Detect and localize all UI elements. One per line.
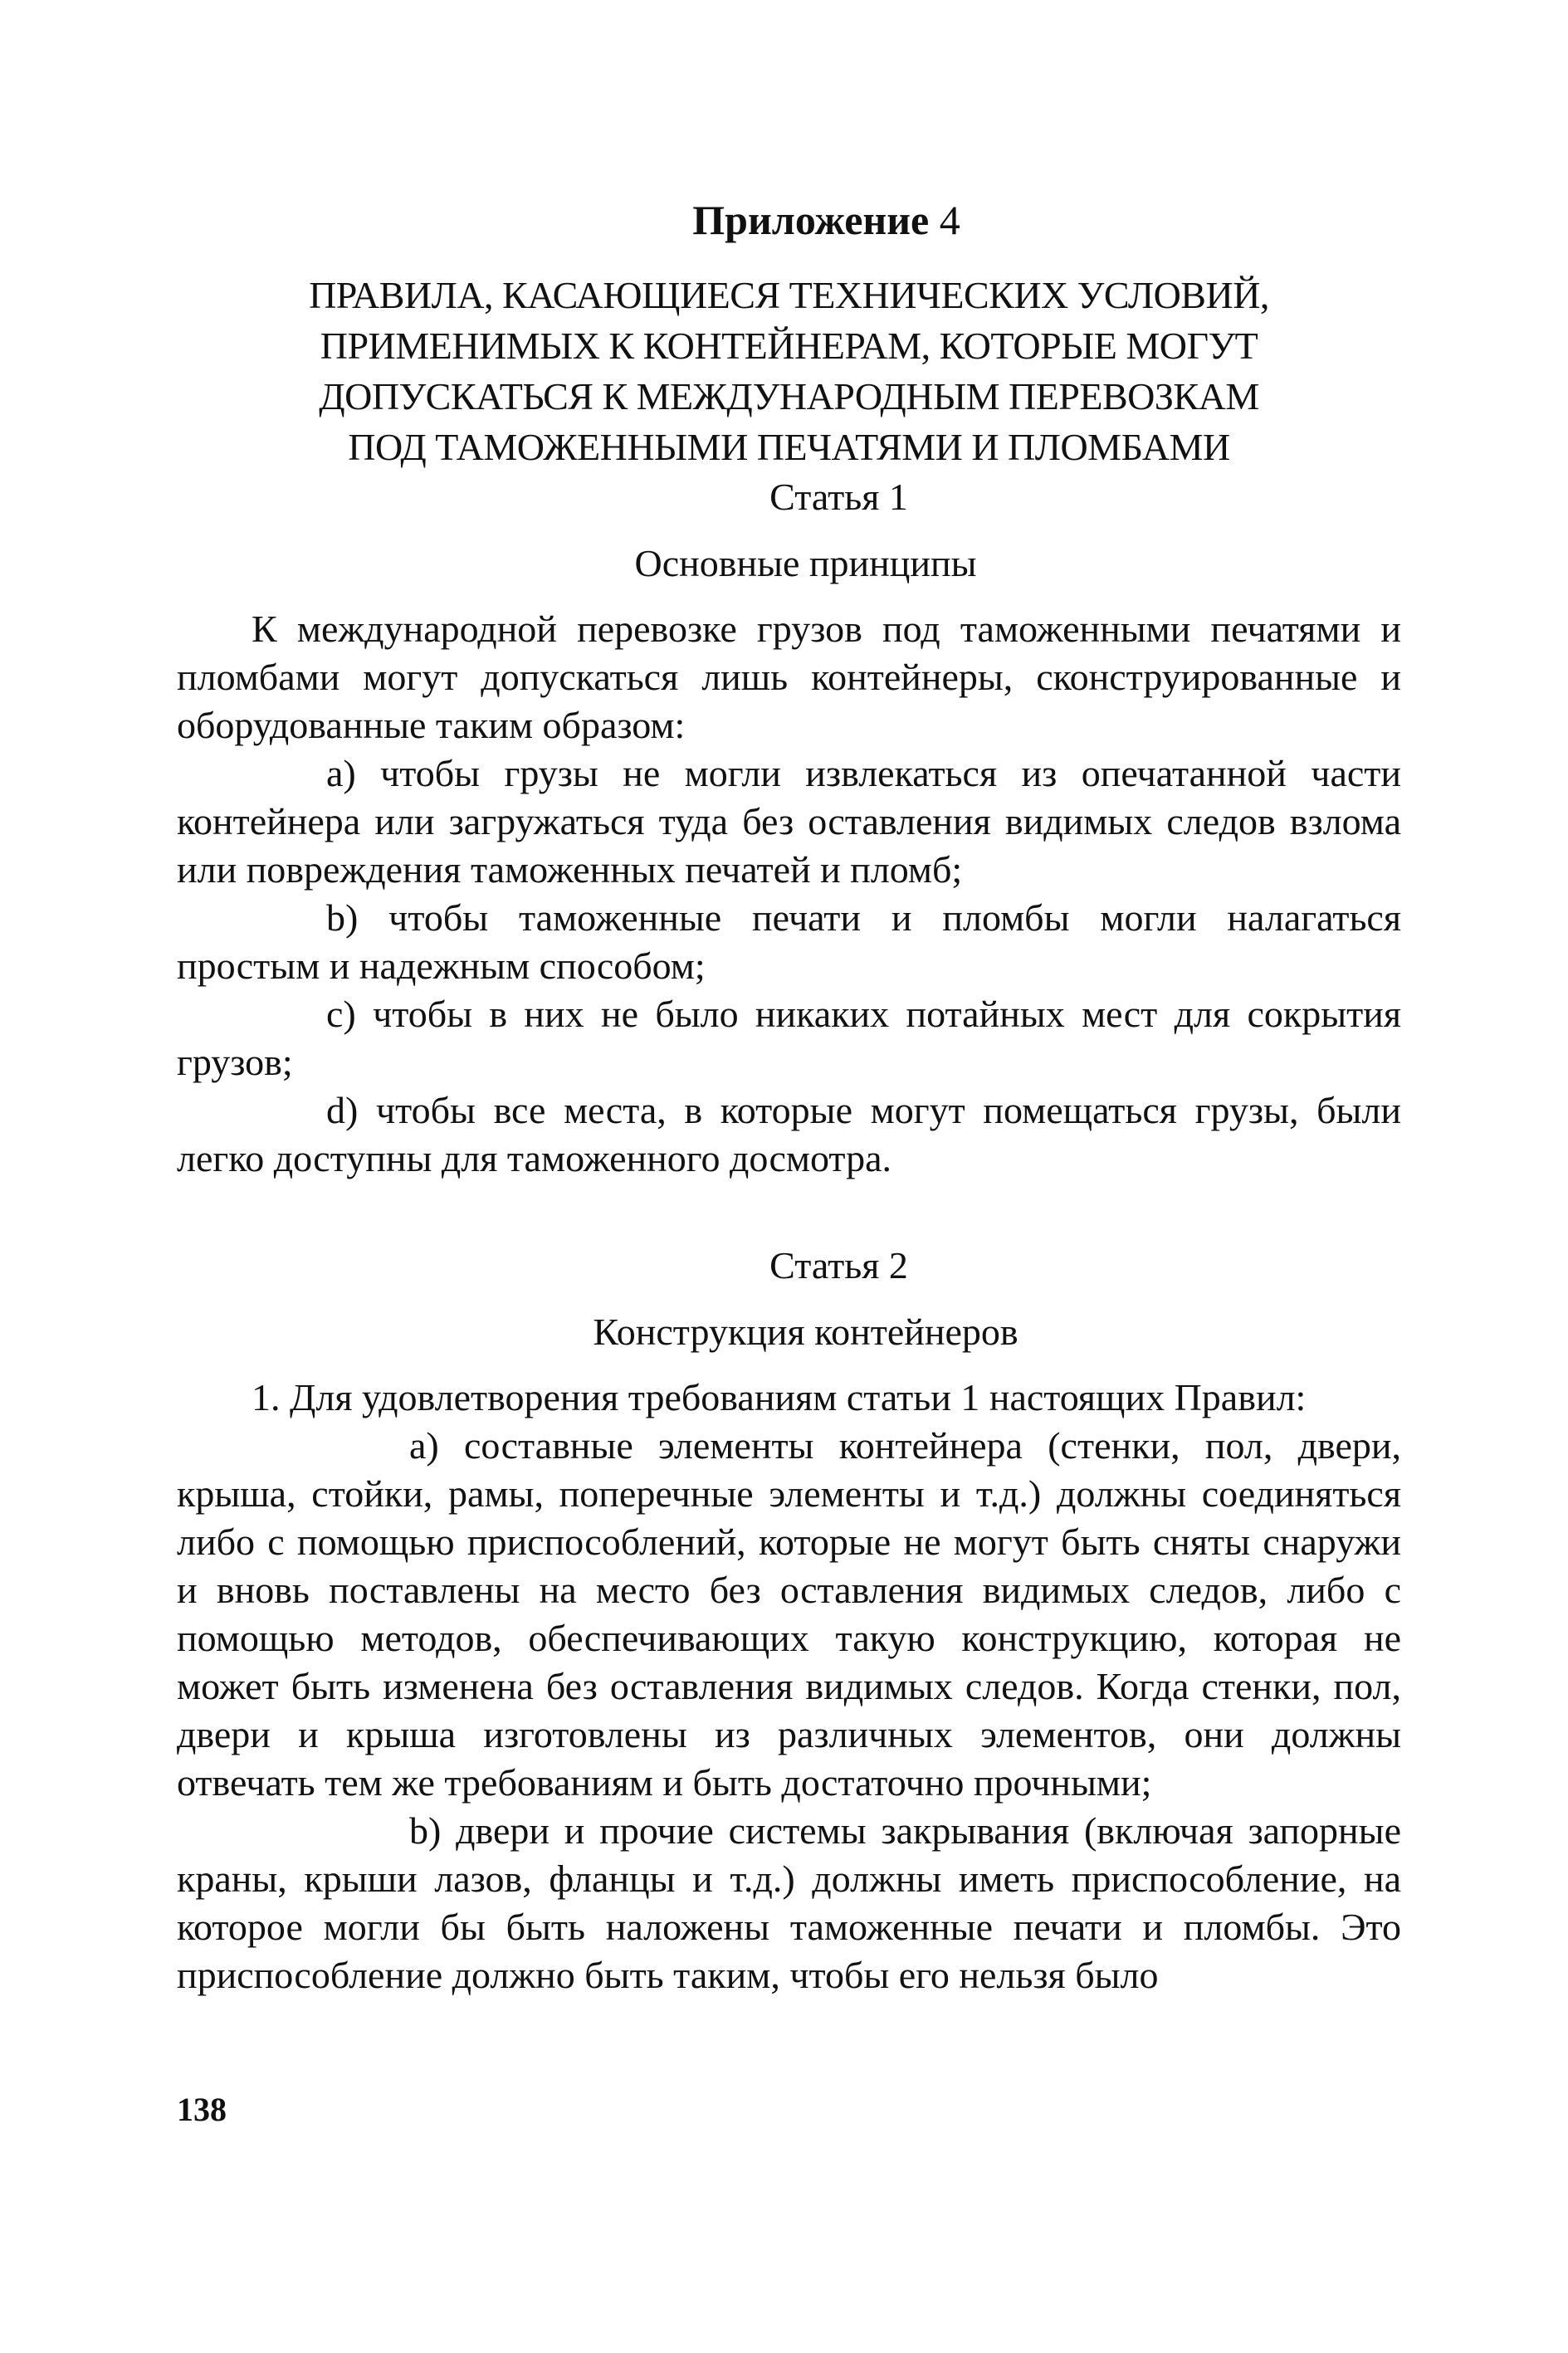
rules-title-line: ПОД ТАМОЖЕННЫМИ ПЕЧАТЯМИ И ПЛОМБАМИ bbox=[348, 426, 1230, 468]
rules-title-line: ДОПУСКАТЬСЯ К МЕЖДУНАРОДНЫМ ПЕРЕВОЗКАМ bbox=[319, 375, 1259, 417]
article-2-item-a: a) составные элементы контейнера (стенки, пол, двери, крыша, стойки, рамы, поперечные элементы и т.д.) должны соединяться либо с помощью приспособлений, которые не могут быть сняты снаружи и вновь поставлены на место без оставления видимых следов, либо с помощью методов, обеспечивающих такую конструкцию, которая не может быть изменена без оставления видимых следов. Когда стенки, пол, двери и крыша изготовлены из различных элементов, они должны отвечать тем же требованиям и быть достаточно прочными; bbox=[177, 1424, 1401, 1804]
section-gap bbox=[177, 1183, 1401, 1241]
article-1 bbox=[177, 472, 1401, 1183]
article-1-item-c: c) чтобы в них не было никаких потайных мест для сокрытия грузов; bbox=[177, 993, 1401, 1083]
document-page bbox=[177, 187, 1401, 1999]
article-2-item-b: b) двери и прочие системы закрывания (включая запорные краны, крыши лазов, фланцы и т.д.) должны иметь приспособление, на которое могли бы быть наложены таможенные печати и пломбы. Это приспособление должно быть таким, чтобы его нельзя было bbox=[177, 1809, 1401, 1996]
appendix-title bbox=[177, 187, 1401, 253]
page-number: 138 bbox=[177, 2091, 227, 2128]
rules-title-line: ПРИМЕНИМЫХ К КОНТЕЙНЕРАМ, КОТОРЫЕ МОГУТ bbox=[320, 325, 1258, 367]
article-1-intro: К международной перевозке грузов под таможенными печатями и пломбами могут допускаться лишь контейнеры, сконструированные и оборудованные таким образом: bbox=[177, 608, 1401, 746]
article-2-subheading: Конструкция контейнеров bbox=[593, 1311, 1018, 1353]
article-2 bbox=[177, 1241, 1401, 1999]
article-1-subheading: Основные принципы bbox=[634, 542, 977, 584]
article-1-heading: Статья 1 bbox=[769, 476, 908, 518]
appendix-label: Приложение bbox=[692, 197, 930, 243]
rules-title bbox=[177, 270, 1401, 472]
article-2-heading: Статья 2 bbox=[769, 1244, 908, 1286]
article-1-item-a: a) чтобы грузы не могли извлекаться из опечатанной части контейнера или загружаться туда без оставления видимых следов взлома или повреждения таможенных печатей и пломб; bbox=[177, 752, 1401, 891]
article-1-item-d: d) чтобы все места, в которые могут помещаться грузы, были легко доступны для таможенного досмотра. bbox=[177, 1089, 1401, 1179]
appendix-number: 4 bbox=[939, 197, 960, 243]
rules-title-line: ПРАВИЛА, КАСАЮЩИЕСЯ ТЕХНИЧЕСКИХ УСЛОВИЙ, bbox=[309, 274, 1269, 316]
article-1-item-b: b) чтобы таможенные печати и пломбы могли налагаться простым и надежным способом; bbox=[177, 896, 1401, 987]
article-2-intro: 1. Для удовлетворения требованиям статьи 1 настоящих Правил: bbox=[252, 1376, 1307, 1418]
